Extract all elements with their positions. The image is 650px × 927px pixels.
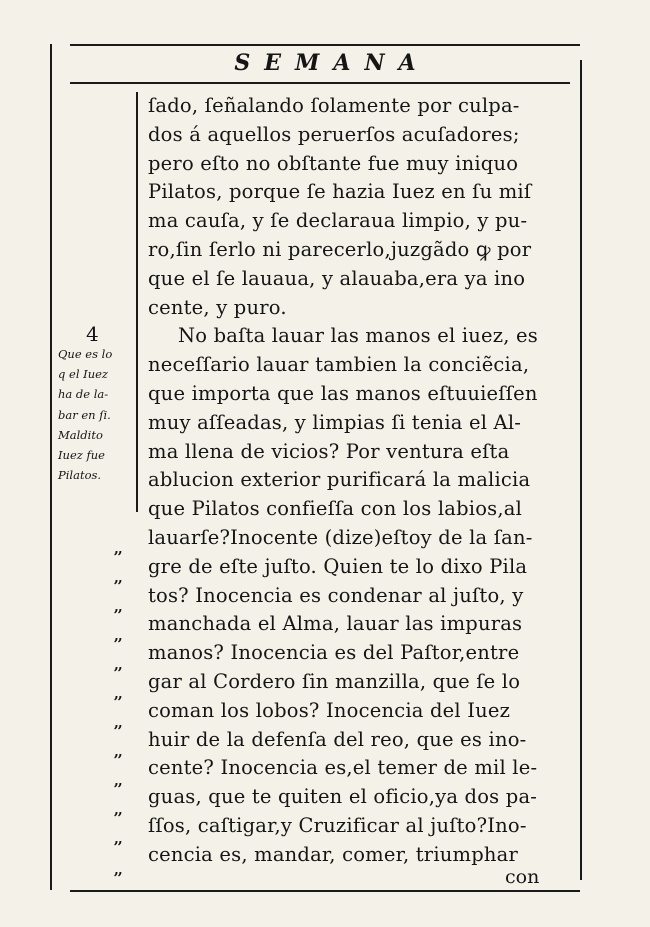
text-line: cente, y puro.: [148, 295, 287, 319]
text-line: ſſos, caſtigar,y Cruzificar al juſto?Ino-: [148, 813, 527, 837]
text-line: manchada el Alma, lauar las impuras: [148, 612, 523, 636]
quote-mark: ,,: [114, 599, 122, 615]
text-line: coman los lobos? Inocencia del Iuez: [148, 698, 511, 722]
text-line: ro,ſin ſerlo ni parecerlo,juzgãdo ꝙ por: [148, 237, 532, 261]
header-rule: [70, 82, 570, 84]
quote-mark: ,,: [114, 831, 122, 847]
note-line: Que es lo: [58, 347, 113, 361]
text-line: neceſſario lauar tambien la conciẽcia,: [148, 353, 530, 377]
right-outer-rule: [580, 60, 582, 880]
text-line: tos? Inocencia es condenar al juſto, y: [148, 583, 524, 607]
quote-mark: ,,: [114, 744, 122, 760]
text-line: cente? Inocencia es,el temer de mil le-: [148, 756, 538, 780]
text-line: que Pilatos confieſſa con los labios,al: [148, 497, 523, 521]
text-line: lauarſe?Inocente (dize)eſtoy de la ſan-: [148, 525, 533, 549]
text-line: Pilatos, porque ſe hazia Iuez en ſu miſ: [148, 180, 532, 204]
text-line: dos á aquellos peruerſos acuſadores;: [148, 122, 520, 146]
bottom-rule: [70, 890, 580, 892]
text-line: cencia es, mandar, comer, triumphar: [148, 842, 519, 866]
note-line: Pilatos.: [58, 468, 102, 483]
text-line: No baſta lauar las manos el iuez, es: [178, 324, 538, 348]
body-text: [148, 92, 568, 870]
note-line: bar en ſi.: [58, 407, 111, 422]
quote-mark: ,,: [114, 686, 122, 702]
note-line: Maldito: [58, 427, 103, 442]
section-number: 4: [86, 322, 99, 346]
text-line: ablucion exterior purificará la malicia: [148, 468, 531, 492]
text-line: gre de eſte juſto. Quien te lo dixo Pila: [148, 554, 528, 578]
note-line: ha de la-: [58, 387, 109, 402]
text-line: muy aſſeadas, y limpias ſi tenia el Al-: [148, 410, 522, 434]
text-line: guas, que te quiten el oficio,ya dos pa-: [148, 785, 538, 809]
catchword: con: [505, 866, 540, 888]
quote-mark: ,,: [114, 773, 122, 789]
quote-mark: ,,: [114, 802, 122, 818]
quote-mark: ,,: [114, 541, 122, 557]
text-line: ſado, ſeñalando ſolamente por culpa-: [148, 94, 520, 117]
quote-mark: ,,: [114, 657, 122, 673]
quote-mark: ,,: [114, 862, 122, 878]
text-line: gar al Cordero ſin manzilla, que ſe lo: [148, 669, 521, 693]
quote-mark: ,,: [114, 570, 122, 586]
running-head: SEMANA: [234, 50, 430, 76]
text-line: que importa que las manos eſtuuieſſen: [148, 381, 538, 405]
text-line: manos? Inocencia es del Paſtor,entre: [148, 641, 520, 665]
top-rule: [70, 44, 580, 46]
quote-mark: ,,: [114, 715, 122, 731]
text-line: pero eſto no obſtante fue muy iniquo: [148, 151, 519, 175]
marginal-note: [58, 344, 138, 485]
note-line: Iuez fue: [58, 448, 105, 463]
text-line: ma llena de vicios? Por ventura eſta: [148, 439, 510, 463]
left-outer-rule: [50, 44, 52, 890]
note-line: q el Iuez: [58, 367, 108, 382]
text-line: que el ſe lauaua, y alauaba,era ya ino: [148, 266, 526, 290]
text-line: huir de la defenſa del reo, que es ino-: [148, 727, 527, 751]
quote-mark: ,,: [114, 628, 122, 644]
text-line: ma cauſa, y ſe declaraua limpio, y pu-: [148, 209, 528, 233]
